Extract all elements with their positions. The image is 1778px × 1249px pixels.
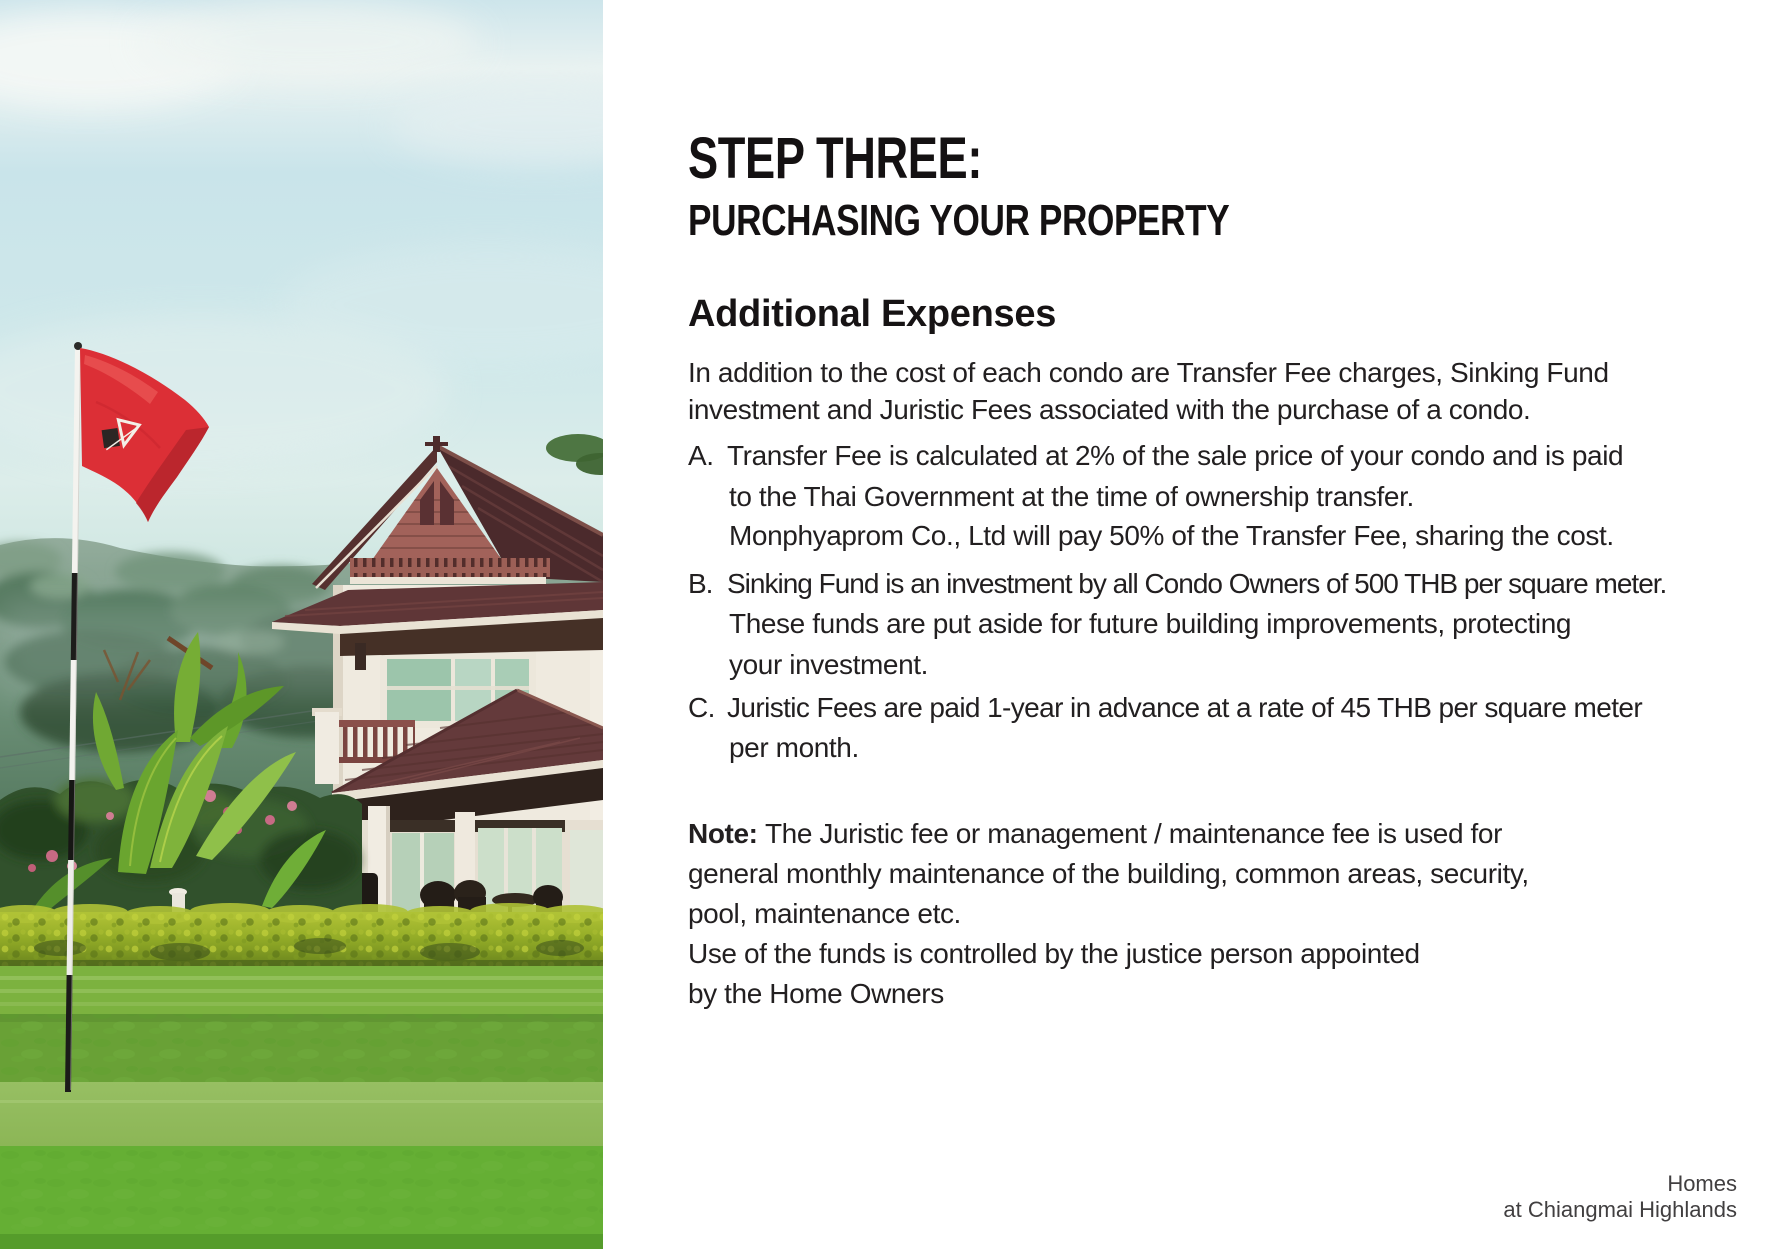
list-item-c-line-1: C. Juristic Fees are paid 1-year in advance at a rate of 45 THB per square meter bbox=[688, 690, 1642, 726]
list-item-c-line-2: per month. bbox=[729, 732, 859, 763]
section-heading: Additional Expenses bbox=[688, 293, 1057, 335]
note-line-4: Use of the funds is controlled by the justice person appointed bbox=[688, 938, 1420, 969]
note-line-5: by the Home Owners bbox=[688, 978, 944, 1009]
list-marker-c: C. bbox=[688, 692, 715, 723]
list-item-a-line-2: to the Thai Government at the time of ownership transfer. bbox=[729, 481, 1414, 512]
footer-brand-line-2: at Chiangmai Highlands bbox=[1503, 1197, 1737, 1222]
note-label: Note: bbox=[688, 818, 758, 849]
hedge bbox=[0, 903, 603, 970]
note-line-2: general monthly maintenance of the building, common areas, security, bbox=[688, 858, 1529, 889]
page-subtitle: PURCHASING YOUR PROPERTY bbox=[688, 196, 1230, 245]
list-item-a-line-3: Monphyaprom Co., Ltd will pay 50% of the Transfer Fee, sharing the cost. bbox=[729, 520, 1614, 551]
list-marker-a: A. bbox=[688, 440, 714, 471]
list-item-b-line-2: These funds are put aside for future building improvements, protecting bbox=[729, 608, 1572, 639]
list-item-a-line-1: A. Transfer Fee is calculated at 2% of the sale price of your condo and is paid bbox=[688, 438, 1623, 474]
photo-golf-course bbox=[0, 0, 603, 1249]
footer-brand bbox=[1503, 1171, 1737, 1223]
list-item-b-line-3: your investment. bbox=[729, 649, 929, 680]
golf-green bbox=[0, 966, 603, 1249]
list-marker-b: B. bbox=[688, 568, 713, 599]
intro-line-1: In addition to the cost of each condo are Transfer Fee charges, Sinking Fund bbox=[688, 357, 1609, 388]
list-item-b-line-1: B. Sinking Fund is an investment by all Condo Owners of 500 THB per square meter. bbox=[688, 566, 1666, 602]
note-line-1: Note: The Juristic fee or management / maintenance fee is used for bbox=[688, 818, 1502, 849]
footer-brand-line-1: Homes bbox=[1667, 1171, 1737, 1196]
intro-line-2: investment and Juristic Fees associated with the purchase of a condo. bbox=[688, 394, 1531, 425]
page-title: STEP THREE: bbox=[688, 126, 983, 191]
note-line-3: pool, maintenance etc. bbox=[688, 898, 961, 929]
